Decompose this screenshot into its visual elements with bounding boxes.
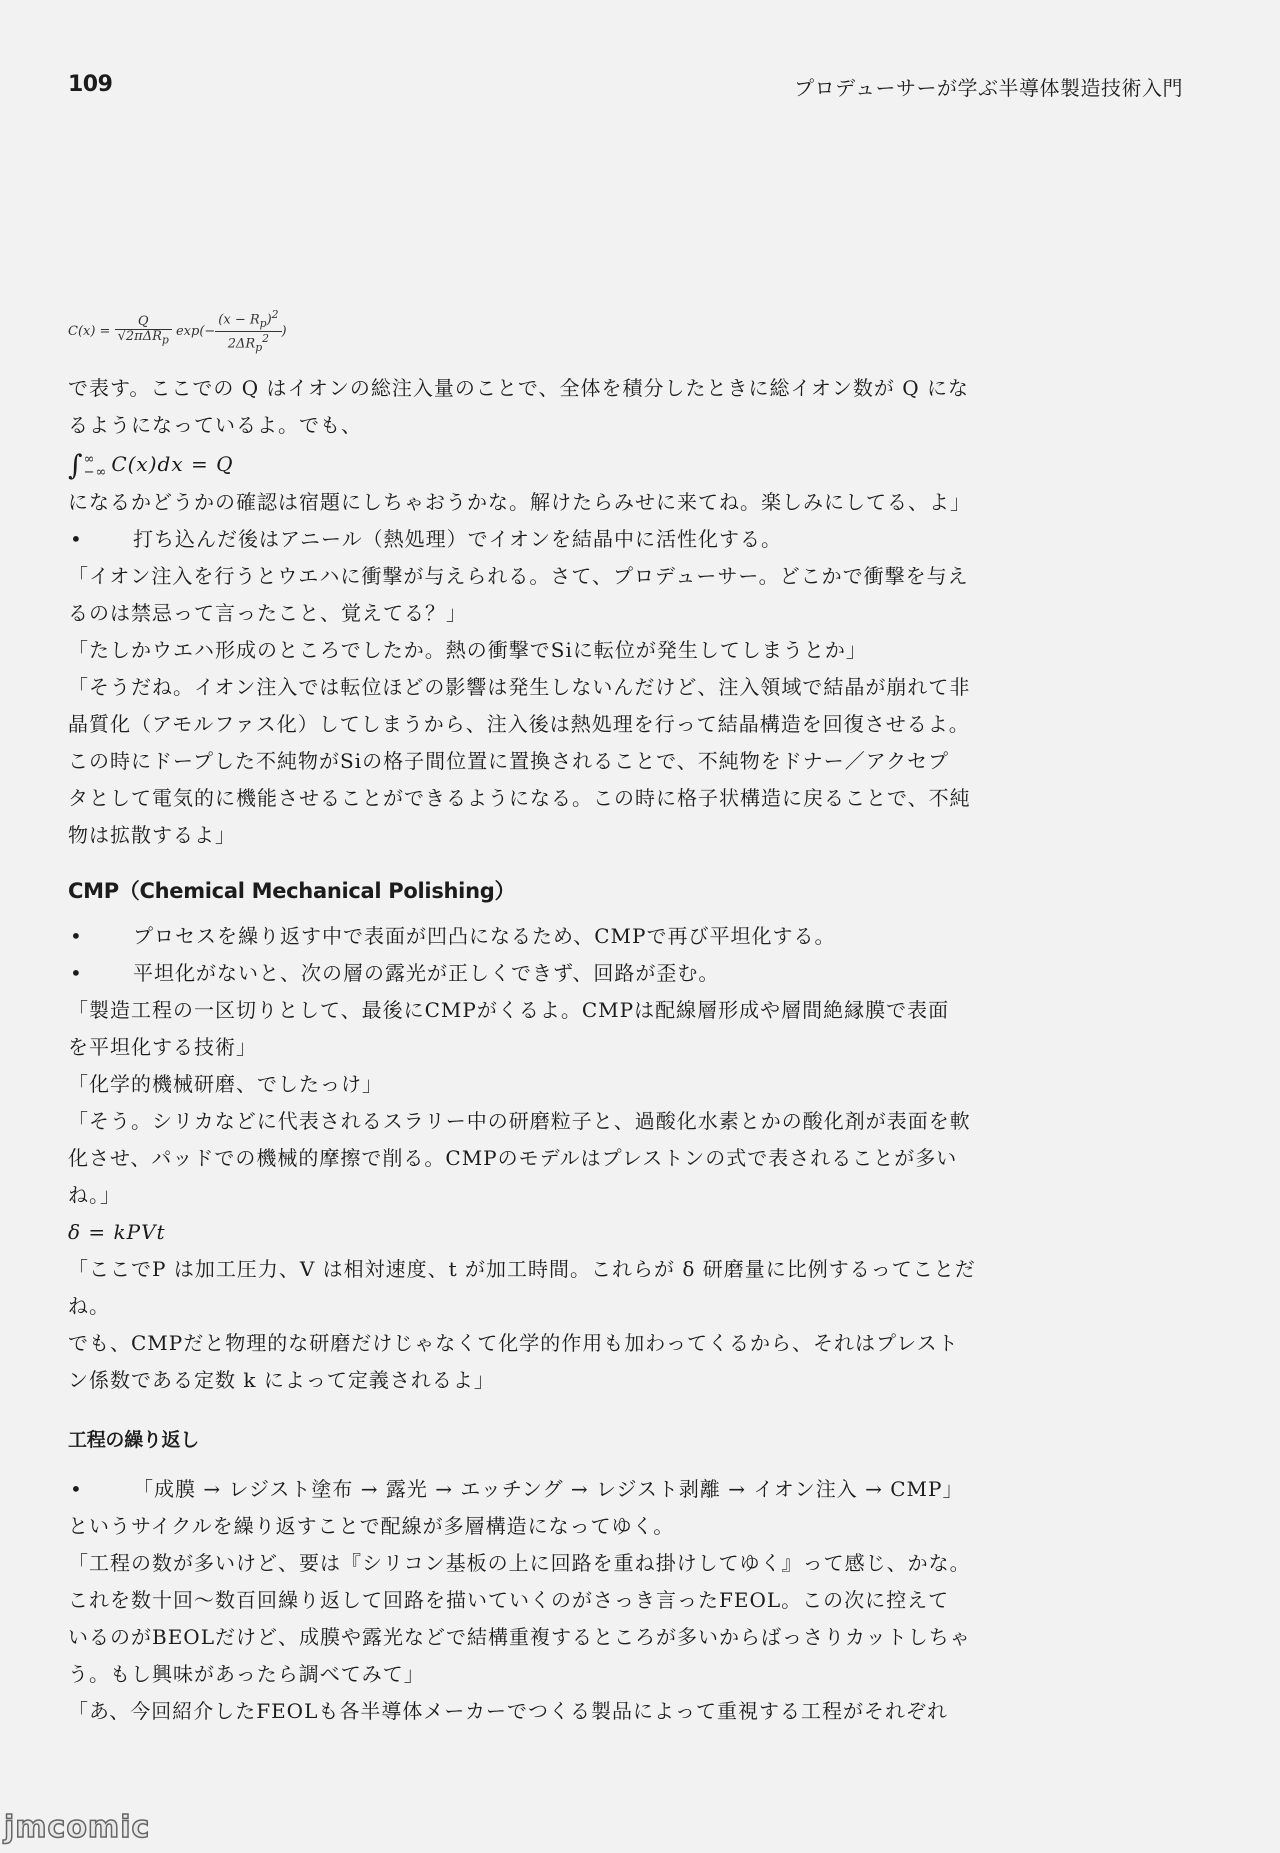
list-item-text: 打ち込んだ後はアニール（熱処理）でイオンを結晶中に活性化する。 [133,527,782,551]
running-header-title: プロデューサーが学ぶ半導体製造技術入門 [794,76,1183,100]
paragraph-line: ね。」 [68,1183,121,1207]
list-item [68,521,1003,558]
list-item [68,1471,1003,1508]
list-item [68,955,1003,992]
formula-fraction [115,315,172,348]
paragraph-line: 「あ、今回紹介したFEOLも各半導体メーカーでつくる製品によって重視する工程がそれぞれ [68,1699,948,1723]
integral-equation [68,444,1003,484]
paragraph-line: るようになっているよ。でも、 [68,413,362,437]
paragraph-line: 「製造工程の一区切りとして、最後にCMPがくるよ。CMPは配線層形成や層間絶縁膜で表面 [68,998,950,1022]
gaussian-formula: C(x) = $\frac{Q}{√2\pi\Delta R_p}$ exp(− $\frac{(x - R_p)^2}{2\Delta R_p^2}$ ) [68,308,287,354]
preston-equation: δ = kPVt [68,1220,166,1244]
integral-sign-icon: ∫ [68,448,84,482]
formula-numerator: Q [115,315,172,330]
bullet-icon: • [70,527,83,551]
paragraph-line: 「たしかウエハ形成のところでしたか。熱の衝撃でSiに転位が発生してしまうとか」 [68,638,867,662]
paragraph-line: 物は拡散するよ」 [68,823,236,847]
paragraph-line: タとして電気的に機能させることができるようになる。この時に格子状構造に戻ることで、不純 [68,786,971,810]
paragraph-line: ン係数である定数 k によって定義されるよ」 [68,1368,495,1392]
paragraph-line: う。もし興味があったら調べてみて」 [68,1662,425,1686]
section-heading-cmp: CMP（Chemical Mechanical Polishing） [68,879,516,903]
formula-denominator: √2πΔR$_p$ [117,329,169,347]
paragraph-line: というサイクルを繰り返すことで配線が多層構造になってゆく。 [68,1514,675,1538]
paragraph-line: でも、CMPだと物理的な研磨だけじゃなくて化学的作用も加わってくるから、それはプレスト [68,1331,959,1355]
list-item-text: 平坦化がないと、次の層の露光が正しくできず、回路が歪む。 [133,961,720,985]
paragraph-line: この時にドープした不純物がSiの格子間位置に置換されることで、不純物をドナー／アクセプ [68,749,950,773]
paragraph-line: 「イオン注入を行うとウエハに衝撃が与えられる。さて、プロデューサー。どこかで衝撃を与え [68,564,969,588]
bullet-icon: • [70,924,83,948]
paragraph-line: になるかどうかの確認は宿題にしちゃおうかな。解けたらみせに来てね。楽しみにしてる、よ」 [68,490,971,514]
list-item-text: プロセスを繰り返す中で表面が凹凸になるため、CMPで再び平坦化する。 [133,924,836,948]
section-heading-repeat: 工程の繰り返し [68,1429,199,1451]
formula-exp-fraction [215,308,281,355]
paragraph-line: 「そうだね。イオン注入では転位ほどの影響は発生しないんだけど、注入領域で結晶が崩れて非 [68,675,971,699]
paragraph-line: るのは禁忌って言ったこと、覚えてる？」 [68,601,467,625]
formula-exp: exp [175,323,200,339]
paragraph-line: 晶質化（アモルファス化）してしまうから、注入後は熱処理を行って結晶構造を回復させるよ。 [68,712,970,736]
formula-exp-numerator: $(x - R_p)^2$ [215,308,281,332]
paragraph-line: これを数十回～数百回繰り返して回路を描いていくのがさっき言ったFEOL。この次に控えて [68,1588,950,1612]
body-text [68,370,1003,1730]
paragraph-line: 「そう。シリカなどに代表されるスラリー中の研磨粒子と、過酸化水素とかの酸化剤が表面を軟 [68,1109,971,1133]
paragraph-line: 「化学的機械研磨、でしたっけ」 [68,1072,383,1096]
paragraph-line: を平坦化する技術」 [68,1035,257,1059]
bullet-icon: • [70,1477,83,1501]
paragraph-line: 化させ、パッドでの機械的摩擦で削る。CMPのモデルはプレストンの式で表されることが多い [68,1146,958,1170]
paragraph-line: いるのがBEOLだけど、成膜や露光などで結構重複するところが多いからばっさりカットしちゃ [68,1625,971,1649]
formula-exp-denominator: $2\Delta R_p^2$ [227,331,270,354]
paragraph-line: で表す。ここでの Q はイオンの総注入量のことで、全体を積分したときに総イオン数が Q にな [68,376,970,400]
integral-limits: ∞ −∞ [83,451,108,480]
paragraph-line: 「ここでP は加工圧力、V は相対速度、t が加工時間。これらが δ 研磨量に比例するってことだね。 [68,1257,976,1318]
paragraph-line: 「工程の数が多いけど、要は『シリコン基板の上に回路を重ね掛けしてゆく』って感じ、かな。 [68,1551,971,1575]
list-item-text: 「成膜 → レジスト塗布 → 露光 → エッチング → レジスト剥離 → イオン注入 → CMP」 [133,1477,964,1501]
formula-lhs: C(x) = [68,323,111,339]
list-item [68,918,1003,955]
page-number: 109 [68,72,113,97]
watermark-logo: jmcomic [4,1810,151,1845]
integral-body: C(x)dx = Q [111,452,234,476]
bullet-icon: • [70,961,83,985]
